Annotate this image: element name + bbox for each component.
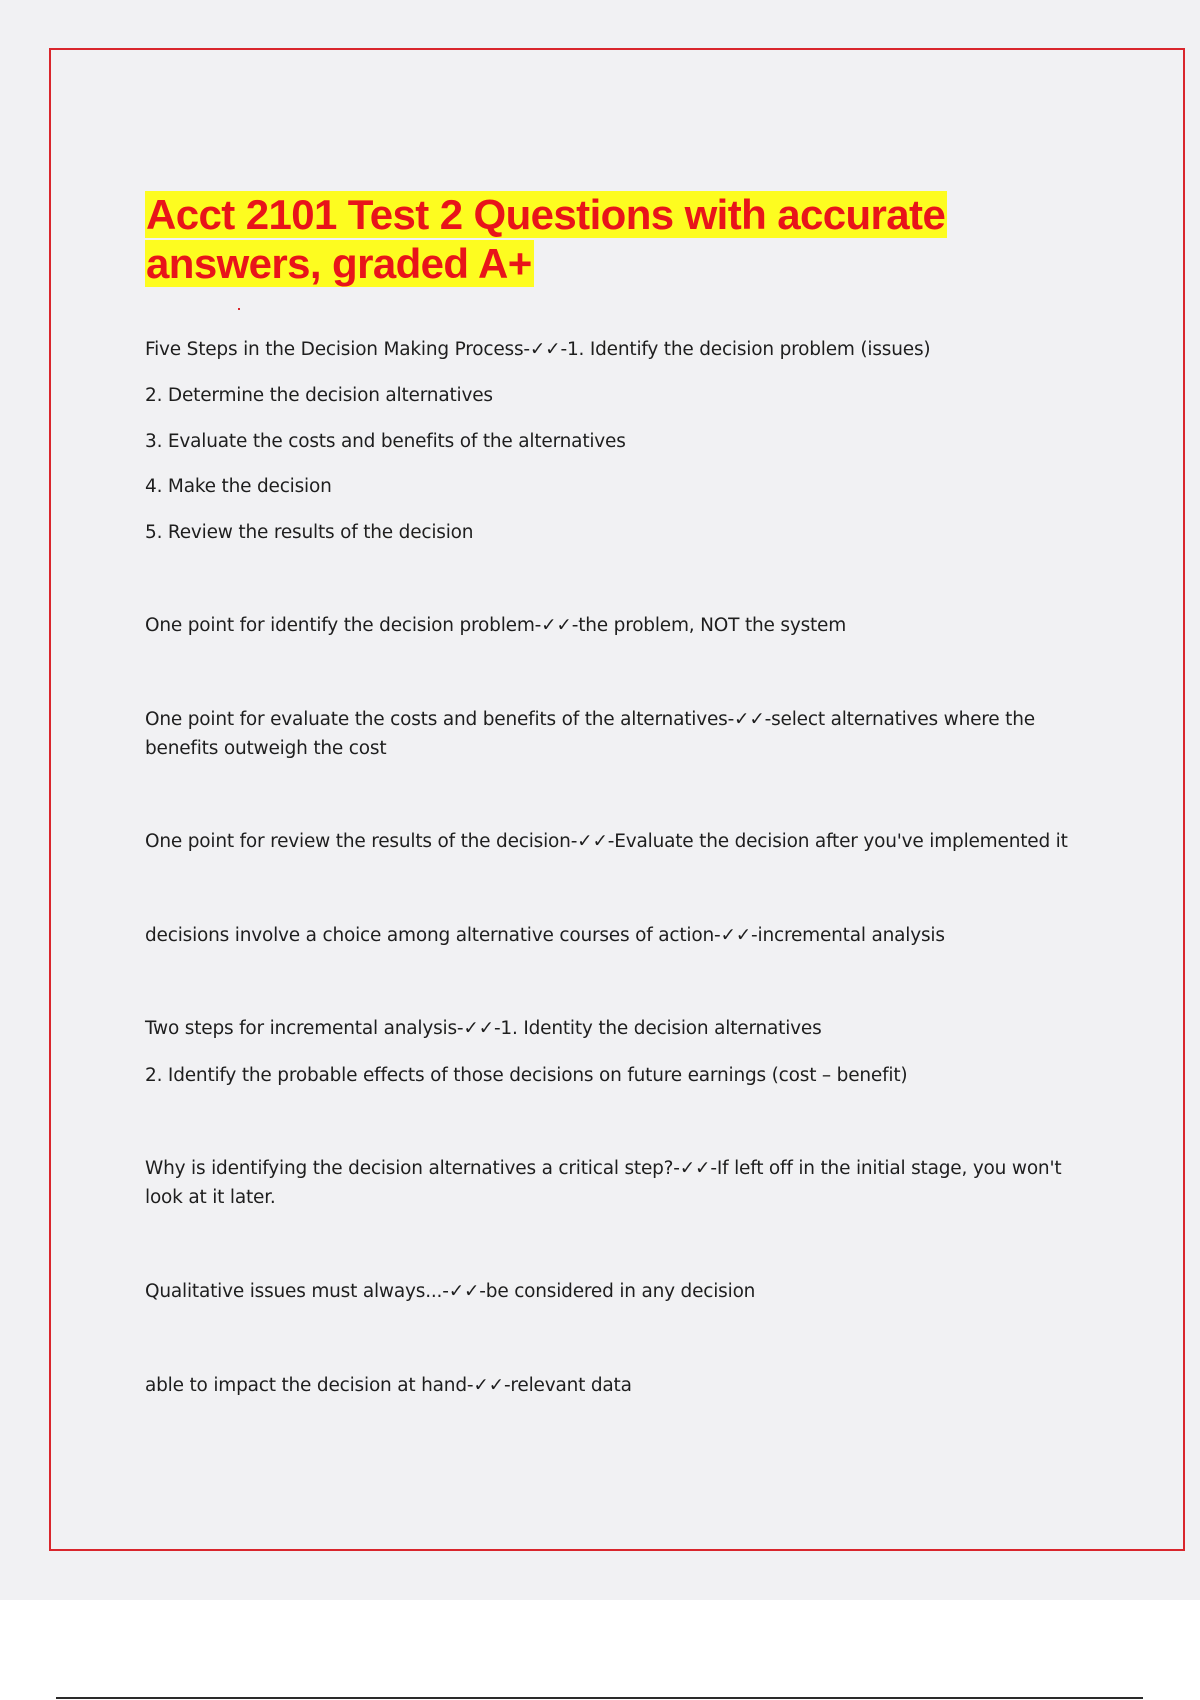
text-line-step-2: 2. Determine the decision alternatives (145, 385, 493, 406)
text-line-step-3: 3. Evaluate the costs and benefits of the alternatives (145, 431, 626, 452)
next-page-top-rule (56, 1697, 1143, 1699)
text-line-probable-effects: 2. Identify the probable effects of those decisions on future earnings (cost – benefit) (145, 1065, 908, 1086)
text-line-evaluate-costs: One point for evaluate the costs and benefits of the alternatives-✓✓-select alternatives where the benefits outweigh the cost (145, 709, 1035, 759)
text-line-step-4: 4. Make the decision (145, 476, 332, 497)
text-line-incremental-analysis: decisions involve a choice among alternative courses of action-✓✓-incremental analysis (145, 925, 945, 946)
text-line-qualitative-issues: Qualitative issues must always...-✓✓-be considered in any decision (145, 1281, 756, 1302)
text-line-critical-step: Why is identifying the decision alternatives a critical step?-✓✓-If left off in the initial stage, you won't look at it later. (145, 1158, 1062, 1208)
text-line-review-results: One point for review the results of the decision-✓✓-Evaluate the decision after you've implemented it (145, 831, 1068, 852)
stray-dot (238, 308, 240, 310)
title-highlight: Acct 2101 Test 2 Questions with accurate answers, graded A+ (146, 191, 946, 287)
document-title (145, 190, 965, 288)
text-line-decision-steps: Five Steps in the Decision Making Process-✓✓-1. Identify the decision problem (issues) (145, 339, 931, 360)
text-line-identify-problem: One point for identify the decision problem-✓✓-the problem, NOT the system (145, 615, 847, 636)
text-line-step-5: 5. Review the results of the decision (145, 522, 474, 543)
text-line-two-steps: Two steps for incremental analysis-✓✓-1. Identity the decision alternatives (145, 1018, 822, 1039)
text-line-relevant-data: able to impact the decision at hand-✓✓-relevant data (145, 1375, 632, 1396)
